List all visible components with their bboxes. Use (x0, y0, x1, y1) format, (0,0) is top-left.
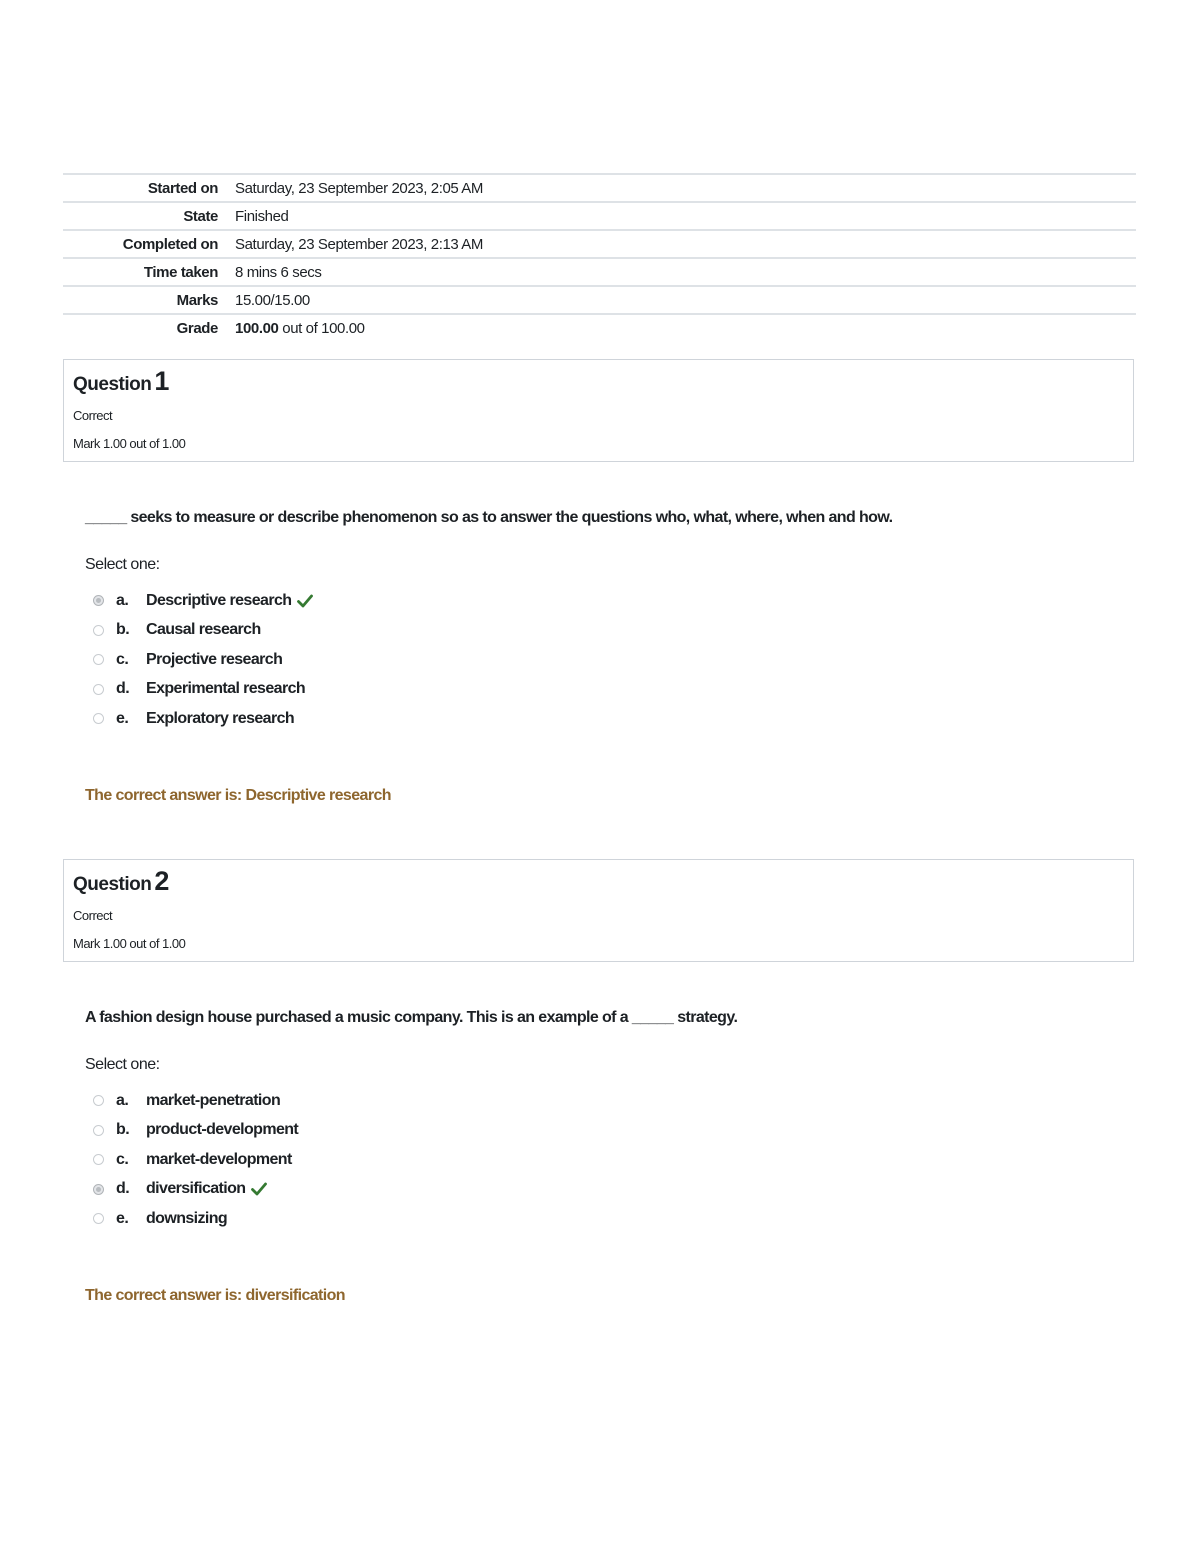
answer-label: Experimental research (146, 680, 306, 698)
answer-label: product-development (146, 1121, 299, 1139)
question-number (73, 366, 169, 397)
answer-option[interactable] (93, 1086, 298, 1116)
summary-label: Marks (176, 291, 218, 309)
summary-value: Saturday, 23 September 2023, 2:05 AM (235, 179, 483, 197)
answer-letter: e. (116, 709, 129, 727)
answer-label: diversification (146, 1180, 246, 1198)
answer-letter: b. (116, 621, 130, 639)
summary-label: Started on (147, 179, 218, 197)
question-number (73, 866, 169, 897)
radio-button[interactable] (93, 1154, 104, 1165)
grade-out-of: out of 100.00 (278, 319, 365, 337)
answer-option[interactable] (93, 675, 313, 705)
summary-row-state (63, 203, 1136, 231)
grade-value: 100.00 (235, 319, 279, 337)
radio-button[interactable] (93, 654, 104, 665)
radio-button[interactable] (93, 1184, 104, 1195)
answer-letter: d. (116, 680, 130, 698)
select-prompt: Select one: (85, 556, 160, 573)
answer-letter: a. (116, 1091, 129, 1109)
summary-label: Completed on (122, 235, 218, 253)
select-prompt: Select one: (85, 1056, 160, 1073)
answer-label: market-development (146, 1150, 292, 1168)
answer-letter: c. (116, 650, 129, 668)
radio-button[interactable] (93, 1125, 104, 1136)
answer-letter: e. (116, 1209, 129, 1227)
summary-label: Grade (176, 319, 218, 337)
question-grade: Mark 1.00 out of 1.00 (73, 936, 186, 951)
question-text: _____ seeks to measure or describe phenomenon so as to answer the questions who, what, where, when and how. (85, 509, 893, 526)
summary-value (218, 320, 365, 337)
answer-option[interactable] (93, 586, 313, 616)
answer-label: downsizing (146, 1209, 228, 1227)
answer-option[interactable] (93, 1204, 298, 1234)
answer-option[interactable] (93, 1175, 298, 1205)
answer-list (93, 586, 313, 734)
answer-list (93, 1086, 298, 1234)
radio-button[interactable] (93, 595, 104, 606)
summary-label: Time taken (143, 263, 218, 281)
question-word: Question (73, 874, 152, 895)
question-state: Correct (73, 408, 113, 423)
correct-answer-feedback: The correct answer is: Descriptive research (85, 787, 391, 804)
summary-value: 15.00/15.00 (235, 291, 310, 309)
summary-value: Saturday, 23 September 2023, 2:13 AM (235, 235, 483, 253)
answer-label: Causal research (146, 621, 261, 639)
summary-row-completed (63, 231, 1136, 259)
answer-label: Exploratory research (146, 709, 295, 727)
summary-row-time-taken (63, 259, 1136, 287)
correct-answer-feedback: The correct answer is: diversification (85, 1287, 345, 1304)
answer-label: Descriptive research (146, 591, 292, 609)
summary-row-grade (63, 315, 1136, 341)
radio-button[interactable] (93, 625, 104, 636)
answer-option[interactable] (93, 616, 313, 646)
question-text: A fashion design house purchased a music company. This is an example of a _____ strategy. (85, 1009, 738, 1026)
answer-letter: a. (116, 591, 129, 609)
radio-button[interactable] (93, 713, 104, 724)
answer-letter: d. (116, 1180, 130, 1198)
radio-button[interactable] (93, 1095, 104, 1106)
question-word: Question (73, 374, 152, 395)
answer-option[interactable] (93, 645, 313, 675)
summary-label: State (183, 207, 218, 225)
answer-label: market-penetration (146, 1091, 281, 1109)
radio-button[interactable] (93, 684, 104, 695)
question-info-box (63, 359, 1134, 462)
answer-option[interactable] (93, 1116, 298, 1146)
summary-row-marks (63, 287, 1136, 315)
radio-button[interactable] (93, 1213, 104, 1224)
summary-row-started (63, 175, 1136, 203)
check-icon (251, 1182, 267, 1196)
question-state: Correct (73, 908, 113, 923)
quiz-summary-table (63, 173, 1136, 341)
summary-value: Finished (235, 207, 289, 225)
question-grade: Mark 1.00 out of 1.00 (73, 436, 186, 451)
question-num: 1 (154, 366, 169, 396)
answer-letter: c. (116, 1150, 129, 1168)
question-num: 2 (154, 866, 169, 896)
answer-letter: b. (116, 1121, 130, 1139)
answer-option[interactable] (93, 704, 313, 734)
answer-label: Projective research (146, 650, 283, 668)
check-icon (297, 594, 313, 608)
summary-value: 8 mins 6 secs (235, 263, 322, 281)
answer-option[interactable] (93, 1145, 298, 1175)
question-info-box (63, 859, 1134, 962)
